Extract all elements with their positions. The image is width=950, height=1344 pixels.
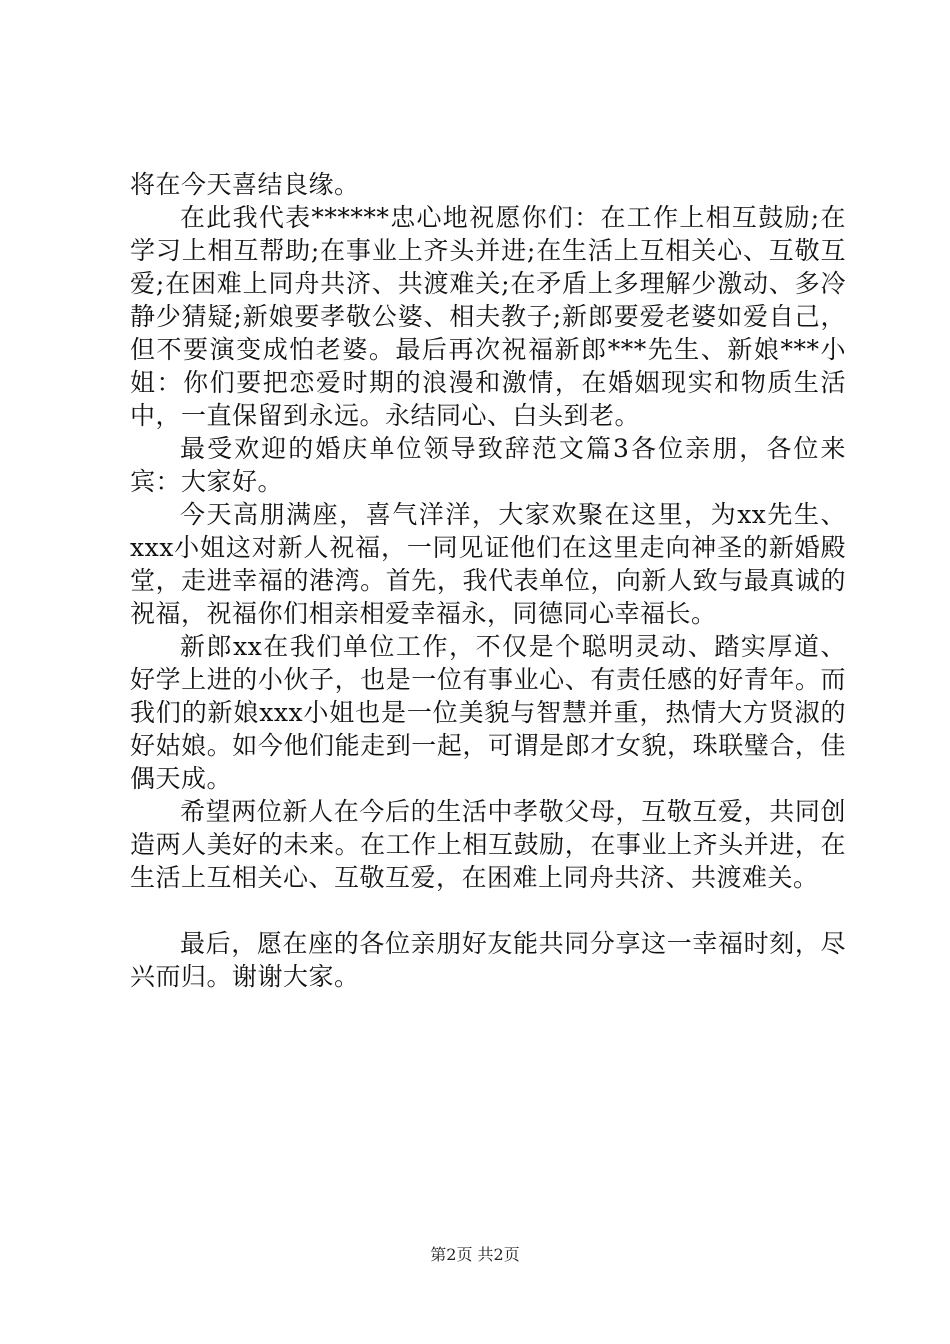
page-number-footer: 第2页 共2页 bbox=[430, 1245, 520, 1264]
paragraph-closing: 最后，愿在座的各位亲朋好友能共同分享这一幸福时刻，尽兴而归。谢谢大家。 bbox=[130, 929, 846, 991]
paragraph-wishes: 希望两位新人在今后的生活中孝敬父母，互敬互爱，共同创造两人美好的未来。在工作上相互鼓励，在事业上齐头并进，在生活上互相关心、互敬互爱，在困难上同舟共济、共渡难关。 bbox=[130, 797, 846, 892]
paragraph-blessing: 在此我代表******忠心地祝愿你们：在工作上相互鼓励;在学习上相互帮助;在事业上齐头并进;在生活上互相关心、互敬互爱;在困难上同舟共济、共渡难关;在矛盾上多理解少激动、多冷静少猜疑;新娘要孝敬公婆、相夫教子;新郎要爱老婆如爱自己，但不要演变成怕老婆。最后再次祝福新郎***先生、新娘***小姐：你们要把恋爱时期的浪漫和激情，在婚姻现实和物质生活中，一直保留到永远。永结同心、白头到老。 bbox=[130, 203, 846, 430]
paragraph-opening: 今天高朋满座，喜气洋洋，大家欢聚在这里，为xx先生、xxx小姐这对新人祝福，一同见证他们在这里走向神圣的新婚殿堂，走进幸福的港湾。首先，我代表单位，向新人致与最真诚的祝福，祝福你们相亲相爱幸福永，同德同心幸福长。 bbox=[130, 500, 846, 628]
paragraph-continuation: 将在今天喜结良缘。 bbox=[130, 170, 360, 199]
document-body bbox=[130, 168, 846, 993]
paragraph-groom-bride: 新郎xx在我们单位工作，不仅是个聪明灵动、踏实厚道、好学上进的小伙子，也是一位有事业心、有责任感的好青年。而我们的新娘xxx小姐也是一位美貌与智慧并重，热情大方贤淑的好姑娘。如今他们能走到一起，可谓是郎才女貌，珠联璧合，佳偶天成。 bbox=[130, 632, 846, 793]
paragraph-heading-speech-3: 最受欢迎的婚庆单位领导致辞范文篇3各位亲朋，各位来宾：大家好。 bbox=[130, 434, 846, 496]
